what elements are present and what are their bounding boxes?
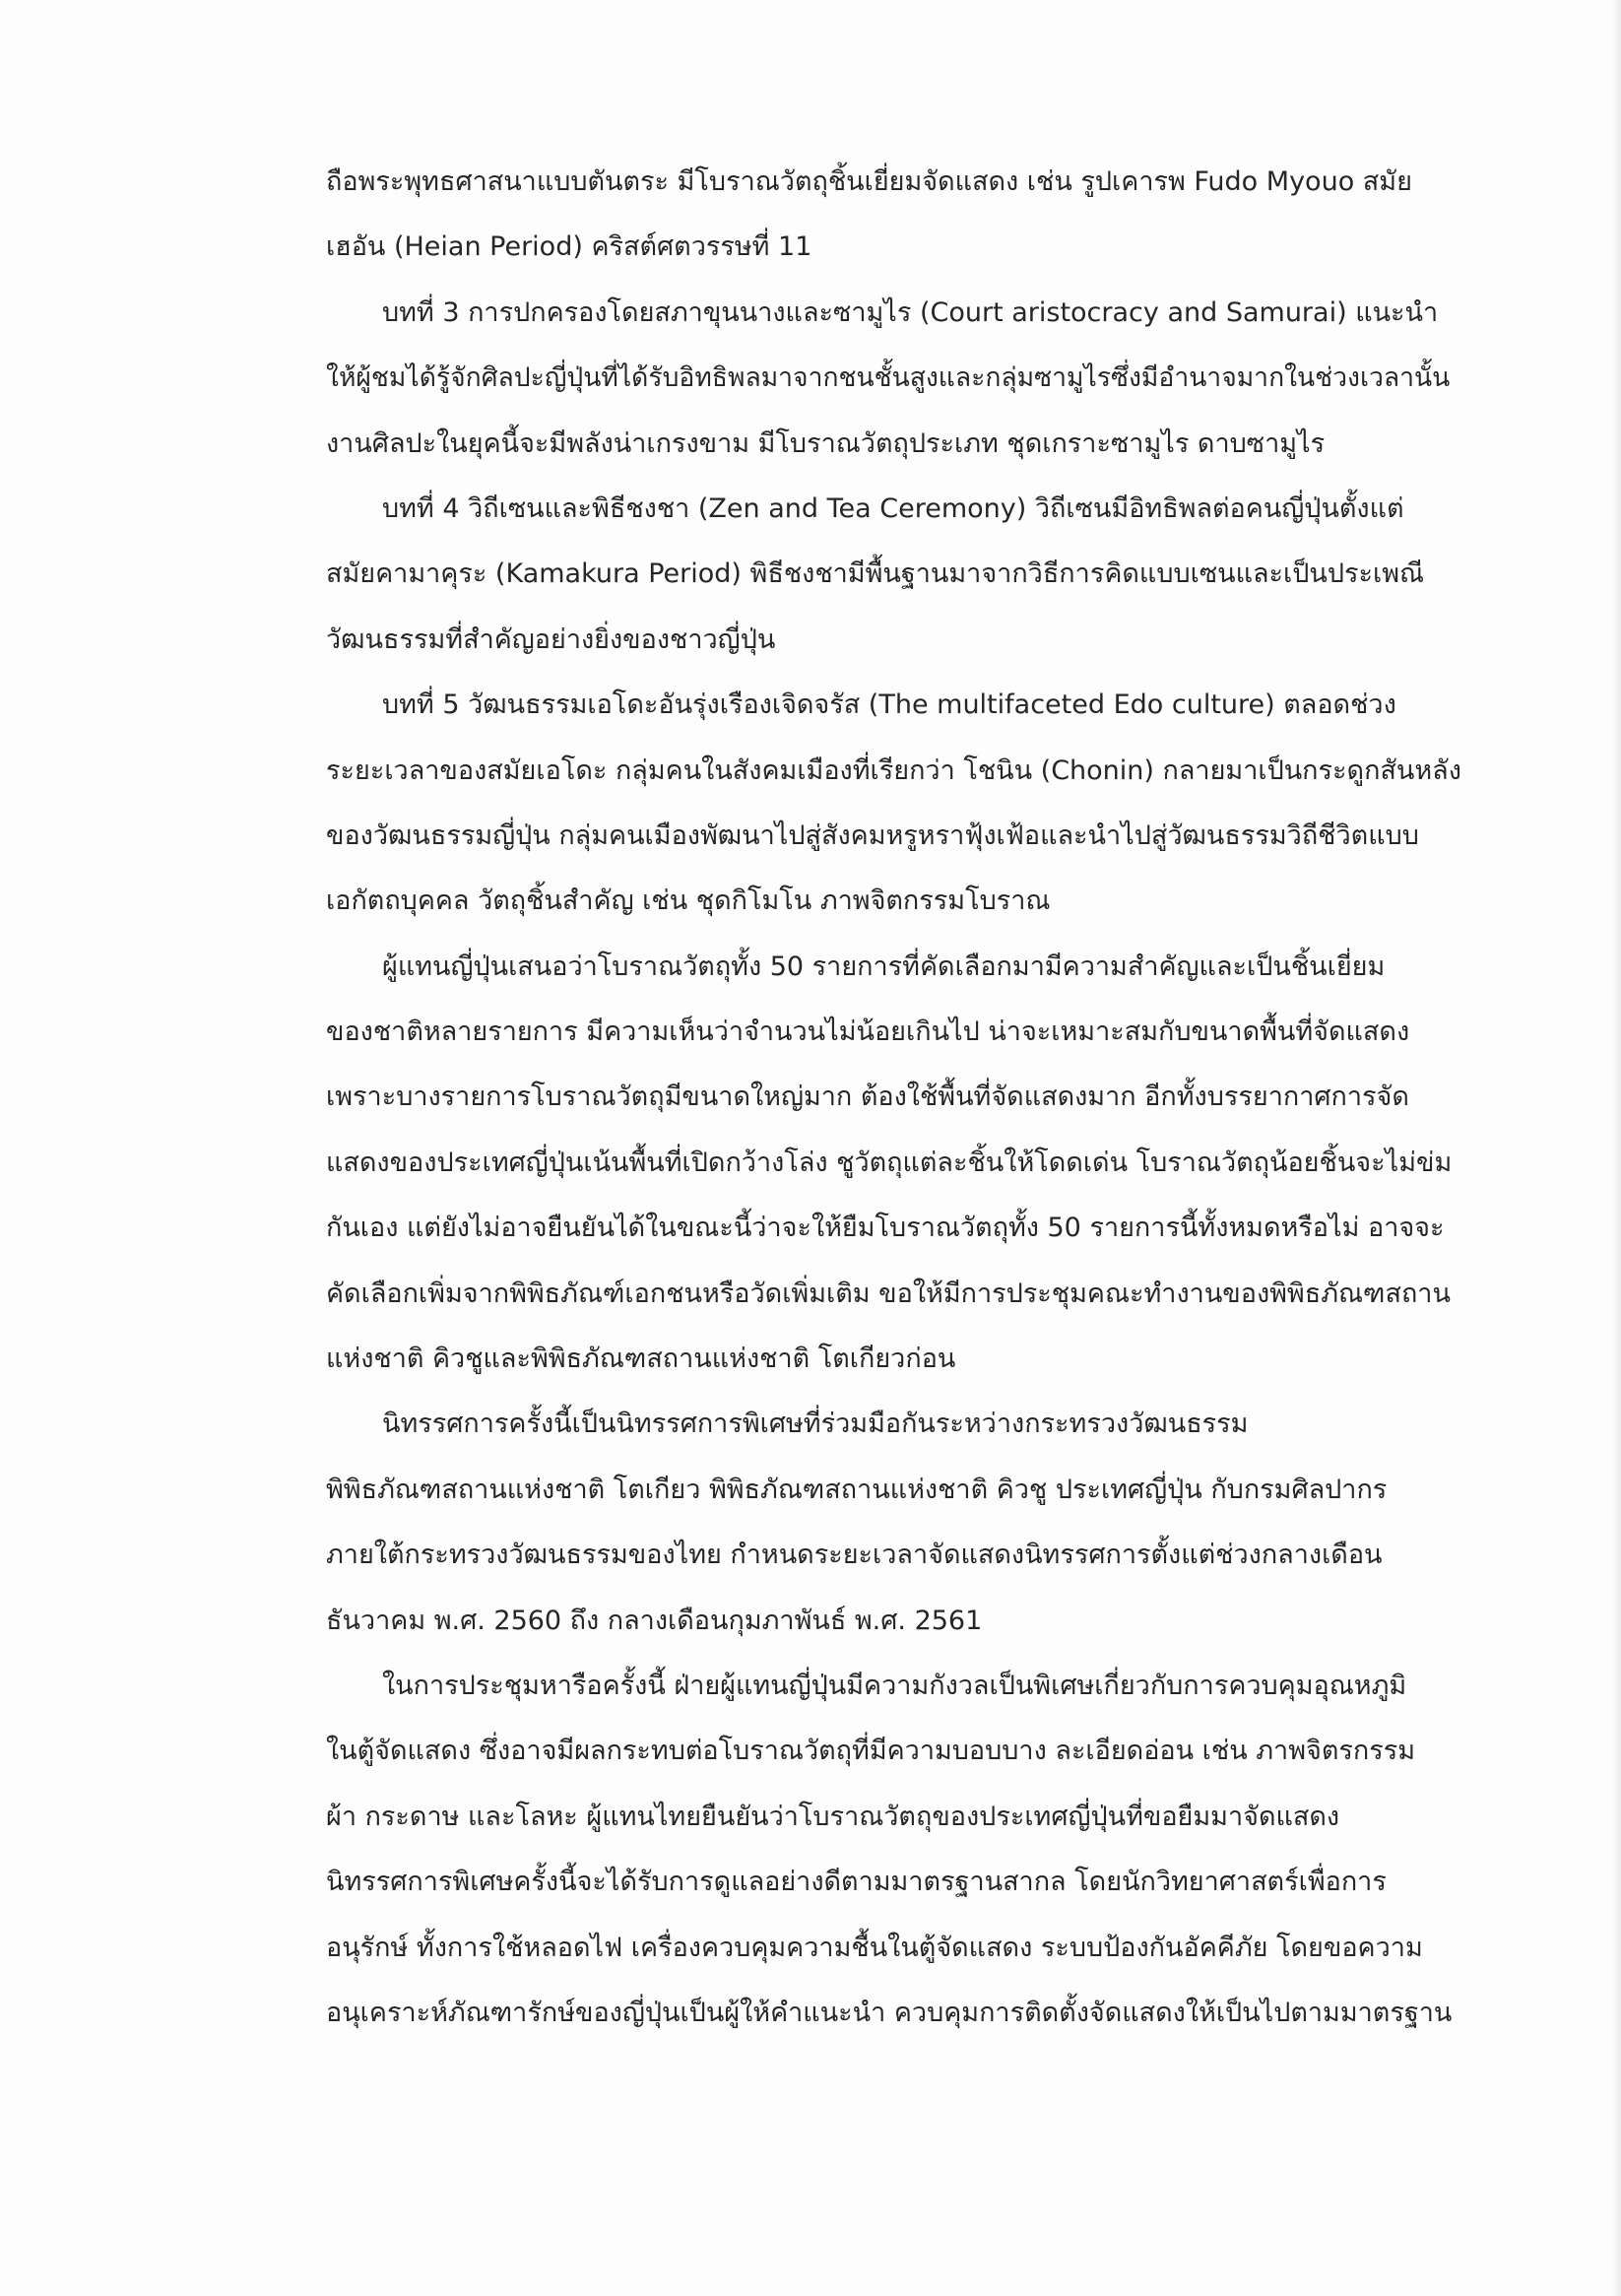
paragraph-first-line: ผู้แทนญี่ปุ่นเสนอว่าโบราณวัตถุทั้ง 50 รายการที่คัดเลือกมามีความสำคัญและเป็นชิ้นเยี่ยม — [382, 951, 1386, 982]
text-line: กันเอง แต่ยังไม่อาจยืนยันได้ในขณะนี้ว่าจะให้ยืมโบราณวัตถุทั้ง 50 รายการนี้ทั้งหมดหรือไม่ อาจจะ — [326, 1213, 1445, 1244]
text-line: ผ้า กระดาษ และโลหะ ผู้แทนไทยยืนยันว่าโบราณวัตถุของประเทศญี่ปุ่นที่ขอยืมมาจัดแสดง — [326, 1801, 1340, 1832]
text-line: งานศิลปะในยุคนี้จะมีพลังน่าเกรงขาม มีโบราณวัตถุประเภท ชุดเกราะซามูไร ดาบซามูไร — [326, 427, 1326, 459]
text-line: เอกัตถบุคคล วัตถุชิ้นสำคัญ เช่น ชุดกิโมโน ภาพจิตกรรมโบราณ — [326, 886, 1051, 917]
text-line: แห่งชาติ คิวชูและพิพิธภัณฑสถานแห่งชาติ โตเกียวก่อน — [326, 1344, 956, 1375]
page-edge-shadow — [1611, 0, 1621, 2296]
text-line: สมัยคามาคุระ (Kamakura Period) พิธีชงชามีพื้นฐานมาจากวิธีการคิดแบบเซนและเป็นประเพณี — [326, 558, 1425, 590]
text-line: ของวัฒนธรรมญี่ปุ่น กลุ่มคนเมืองพัฒนาไปสู่สังคมหรูหราฟุ้งเฟ้อและนำไปสู่วัฒนธรรมวิถีชีวิตแบบ — [326, 820, 1419, 851]
text-line: แสดงของประเทศญี่ปุ่นเน้นพื้นที่เปิดกว้างโล่ง ชูวัตถุแต่ละชิ้นให้โดดเด่น โบราณวัตถุน้อยชิ้นจะไม่ข่ม — [326, 1147, 1453, 1178]
text-line: ระยะเวลาของสมัยเอโดะ กลุ่มคนในสังคมเมืองที่เรียกว่า โชนิน (Chonin) กลายมาเป็นกระดูกสันหลัง — [326, 754, 1461, 786]
text-line: คัดเลือกเพิ่มจากพิพิธภัณฑ์เอกชนหรือวัดเพิ่มเติม ขอให้มีการประชุมคณะทำงานของพิพิธภัณฑสถาน — [326, 1278, 1451, 1309]
paragraph-first-line: บทที่ 4 วิถีเซนและพิธีชงชา (Zen and Tea Ceremony) วิถีเซนมีอิทธิพลต่อคนญี่ปุ่นตั้งแต่ — [382, 492, 1404, 524]
text-line: ภายใต้กระทรวงวัฒนธรรมของไทย กำหนดระยะเวลาจัดแสดงนิทรรศการตั้งแต่ช่วงกลางเดือน — [326, 1540, 1383, 1571]
text-line: นิทรรศการพิเศษครั้งนี้จะได้รับการดูแลอย่างดีตามมาตรฐานสากล โดยนักวิทยาศาสตร์เพื่อการ — [326, 1867, 1387, 1898]
text-line: ของชาติหลายรายการ มีความเห็นว่าจำนวนไม่น้อยเกินไป น่าจะเหมาะสมกับขนาดพื้นที่จัดแสดง — [326, 1017, 1410, 1048]
text-line: เฮอัน (Heian Period) คริสต์ศตวรรษที่ 11 — [326, 231, 812, 263]
text-line: อนุรักษ์ ทั้งการใช้หลอดไฟ เครื่องควบคุมความชื้นในตู้จัดแสดง ระบบป้องกันอัคคีภัย โดยขอความ — [326, 1932, 1423, 1963]
text-line: เพราะบางรายการโบราณวัตถุมีขนาดใหญ่มาก ต้องใช้พื้นที่จัดแสดงมาก อีกทั้งบรรยากาศการจัด — [326, 1082, 1409, 1113]
text-line: วัฒนธรรมที่สำคัญอย่างยิ่งของชาวญี่ปุ่น — [326, 623, 776, 655]
paragraph-first-line: ในการประชุมหารือครั้งนี้ ฝ่ายผู้แทนญี่ปุ่นมีความกังวลเป็นพิเศษเกี่ยวกับการควบคุมอุณหภูมิ — [382, 1670, 1407, 1701]
text-line: ให้ผู้ชมได้รู้จักศิลปะญี่ปุ่นที่ได้รับอิทธิพลมาจากชนชั้นสูงและกลุ่มซามูไรซึ่งมีอำนาจมากในช่วงเวลานั้น — [326, 362, 1451, 394]
paragraph-first-line: บทที่ 5 วัฒนธรรมเอโดะอันรุ่งเรืองเจิดจรัส (The multifaceted Edo culture) ตลอดช่วง — [382, 689, 1396, 721]
text-line: ถือพระพุทธศาสนาแบบตันตระ มีโบราณวัตถุชิ้นเยี่ยมจัดแสดง เช่น รูปเคารพ Fudo Myouo สมัย — [326, 166, 1412, 197]
text-line: ในตู้จัดแสดง ซึ่งอาจมีผลกระทบต่อโบราณวัตถุที่มีความบอบบาง ละเอียดอ่อน เช่น ภาพจิตรกรรม — [326, 1736, 1416, 1767]
text-line: พิพิธภัณฑสถานแห่งชาติ โตเกียว พิพิธภัณฑสถานแห่งชาติ คิวชู ประเทศญี่ปุ่น กับกรมศิลปากร — [326, 1474, 1388, 1505]
paragraph-first-line: นิทรรศการครั้งนี้เป็นนิทรรศการพิเศษที่ร่วมมือกันระหว่างกระทรวงวัฒนธรรม — [382, 1409, 1249, 1440]
text-line: ธันวาคม พ.ศ. 2560 ถึง กลางเดือนกุมภาพันธ์ พ.ศ. 2561 — [326, 1605, 983, 1636]
paragraph-first-line: บทที่ 3 การปกครองโดยสภาขุนนางและซามูไร (Court aristocracy and Samurai) แนะนำ — [382, 296, 1439, 328]
document-body — [326, 150, 1468, 2046]
text-line: อนุเคราะห์ภัณฑารักษ์ของญี่ปุ่นเป็นผู้ให้คำแนะนำ ควบคุมการติดตั้งจัดแสดงให้เป็นไปตามมาตรฐาน — [326, 1997, 1453, 2028]
